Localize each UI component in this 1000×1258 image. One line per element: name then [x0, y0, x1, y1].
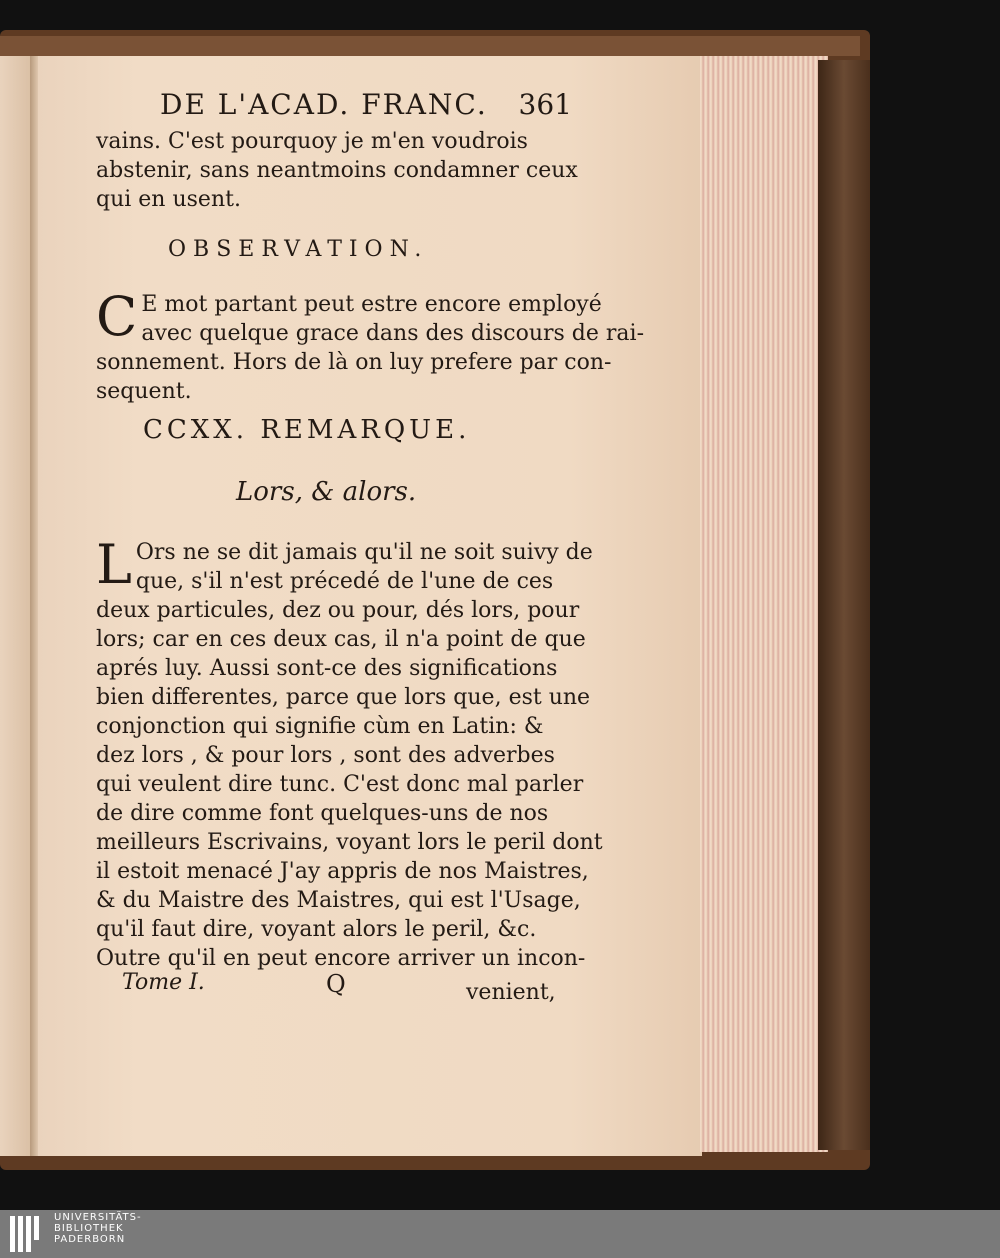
library-logo-icon [10, 1216, 44, 1252]
text-line: sequent. [96, 379, 192, 404]
text-line: de dire comme font quelques-uns de nos [96, 801, 549, 826]
text-line: qui en usent. [96, 187, 241, 212]
text-line: vains. C'est pourquoy je m'en voudrois [96, 129, 528, 154]
book-spine [818, 60, 870, 1150]
text-line: Ors ne se dit jamais qu'il ne soit suivy de [135, 540, 593, 565]
cover-edge [0, 36, 860, 56]
text-line: conjonction qui signifie cùm en Latin: & [96, 714, 544, 739]
library-name-line: PADERBORN [54, 1234, 126, 1245]
signature-mark: Q [326, 970, 346, 998]
drop-cap: C [96, 285, 138, 348]
left-page-edge [0, 56, 34, 1156]
catchword: venient, [466, 980, 556, 1005]
text-line: il estoit menacé J'ay appris de nos Maistres, [96, 859, 589, 884]
library-name-line: UNIVERSITÄTS- [54, 1212, 142, 1223]
text-line: meilleurs Escrivains, voyant lors le peril dont [96, 830, 603, 855]
text-line: qui veulent dire tunc. C'est donc mal parler [96, 772, 584, 797]
text-line: deux particules, dez ou pour, dés lors, pour [96, 598, 580, 623]
volume-label: Tome I. [122, 970, 205, 995]
text-line: lors; car en ces deux cas, il n'a point de que [96, 627, 586, 652]
text-line: qu'il faut dire, voyant alors le peril, &c. [96, 917, 537, 942]
text-line: Outre qu'il en peut encore arriver un incon- [96, 946, 586, 971]
library-name-line: BIBLIOTHEK [54, 1223, 124, 1234]
remarque-subtitle: Lors, & alors. [236, 477, 417, 507]
running-head: DE L'ACAD. FRANC. [160, 88, 488, 121]
remarque-paragraph [96, 533, 603, 973]
text-line: dez lors , & pour lors , sont des adverbes [96, 743, 555, 768]
text-line: & du Maistre des Maistres, qui est l'Usage, [96, 888, 581, 913]
text-line: sonnement. Hors de là on luy prefere par con- [96, 350, 612, 375]
text-line: bien differentes, parce que lors que, est une [96, 685, 591, 710]
text-line: aprés luy. Aussi sont-ce des significations [96, 656, 558, 681]
text-line: abstenir, sans neantmoins condamner ceux [96, 158, 578, 183]
text-line: que, s'il n'est précedé de l'une de ces [135, 569, 554, 594]
library-name [54, 1212, 142, 1245]
remarque-heading: CCXX. REMARQUE. [143, 415, 471, 445]
page-edges [700, 56, 828, 1152]
paragraph-continuation [96, 127, 578, 214]
text-line: E mot partant peut estre encore employé [141, 292, 602, 317]
page-header [160, 88, 572, 122]
page-number: 361 [518, 88, 572, 121]
drop-cap: L [96, 533, 132, 596]
observation-heading: OBSERVATION. [168, 237, 429, 262]
observation-paragraph [96, 285, 645, 406]
library-watermark-bar [0, 1210, 1000, 1258]
text-line: avec quelque grace dans des discours de rai- [141, 321, 645, 346]
